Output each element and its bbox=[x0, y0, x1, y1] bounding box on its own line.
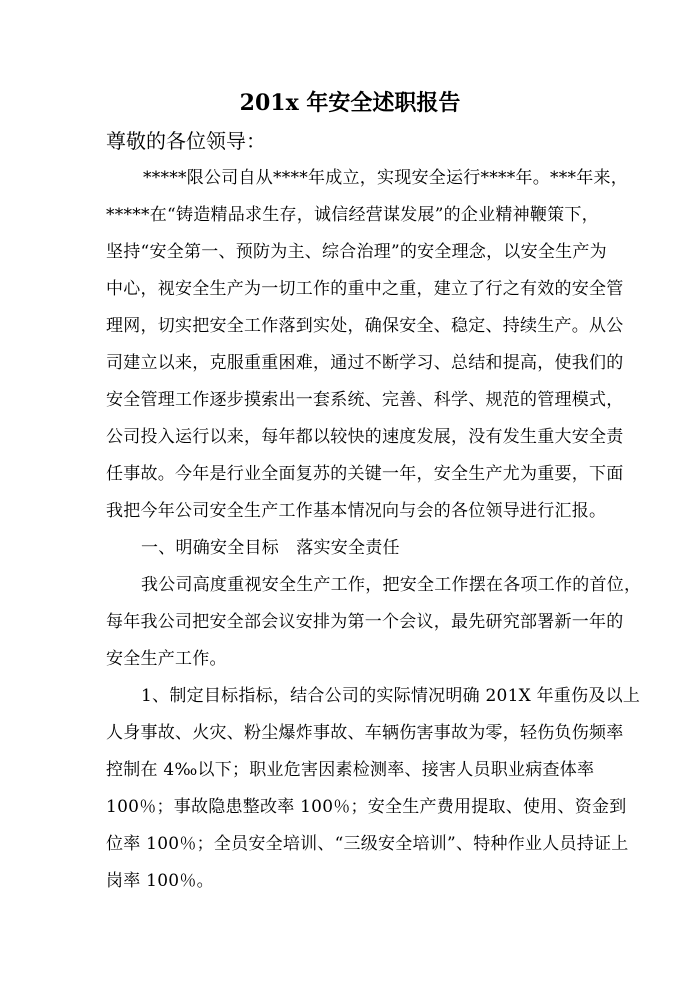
body-line: 安全管理工作逐步摸索出一套系统、完善、科学、规范的管理模式， bbox=[106, 390, 624, 410]
body-line: 中心，视安全生产为一切工作的重中之重，建立了行之有效的安全管 bbox=[106, 279, 624, 299]
body-line: 我把今年公司安全生产工作基本情况向与会的各位领导进行汇报。 bbox=[106, 501, 607, 521]
section-heading: 一、明确安全目标 落实安全责任 bbox=[141, 538, 400, 558]
body-line: 司建立以来，克服重重困难，通过不断学习、总结和提高，使我们的 bbox=[106, 353, 624, 373]
body-line: 任事故。今年是行业全面复苏的关键一年，安全生产尤为重要，下面 bbox=[106, 464, 624, 484]
body-line: 100％；事故隐患整改率 100％；安全生产费用提取、使用、资金到 bbox=[106, 797, 627, 817]
body-line: 公司投入运行以来，每年都以较快的速度发展，没有发生重大安全责 bbox=[106, 427, 624, 447]
body-line: 每年我公司把安全部会议安排为第一个会议，最先研究部署新一年的 bbox=[106, 612, 624, 632]
document-title: 201x 年安全述职报告 bbox=[239, 90, 461, 116]
body-line: 理网，切实把安全工作落到实处，确保安全、稳定、持续生产。从公 bbox=[106, 316, 624, 336]
body-line: 坚持“安全第一、预防为主、综合治理”的安全理念，以安全生产为 bbox=[106, 242, 607, 262]
body-line: 位率 100％；全员安全培训、“三级安全培训”、特种作业人员持证上 bbox=[106, 834, 629, 854]
body-line: *****在“铸造精品求生存，诚信经营谋发展”的企业精神鞭策下， bbox=[106, 205, 599, 225]
body-line: 控制在 4‰以下；职业危害因素检测率、接害人员职业病查体率 bbox=[106, 760, 595, 780]
body-line: 1、制定目标指标，结合公司的实际情况明确 201X 年重伤及以上 bbox=[141, 686, 641, 706]
salutation: 尊敬的各位领导： bbox=[106, 129, 266, 153]
body-line: 人身事故、火灾、粉尘爆炸事故、车辆伤害事故为零，轻伤负伤频率 bbox=[106, 723, 624, 743]
body-line: 安全生产工作。 bbox=[106, 649, 227, 669]
body-line: 我公司高度重视安全生产工作，把安全工作摆在各项工作的首位， bbox=[141, 575, 642, 595]
body-line: *****限公司自从****年成立，实现安全运行****年。***年来， bbox=[143, 168, 628, 188]
body-line: 岗率 100％。 bbox=[106, 871, 214, 891]
